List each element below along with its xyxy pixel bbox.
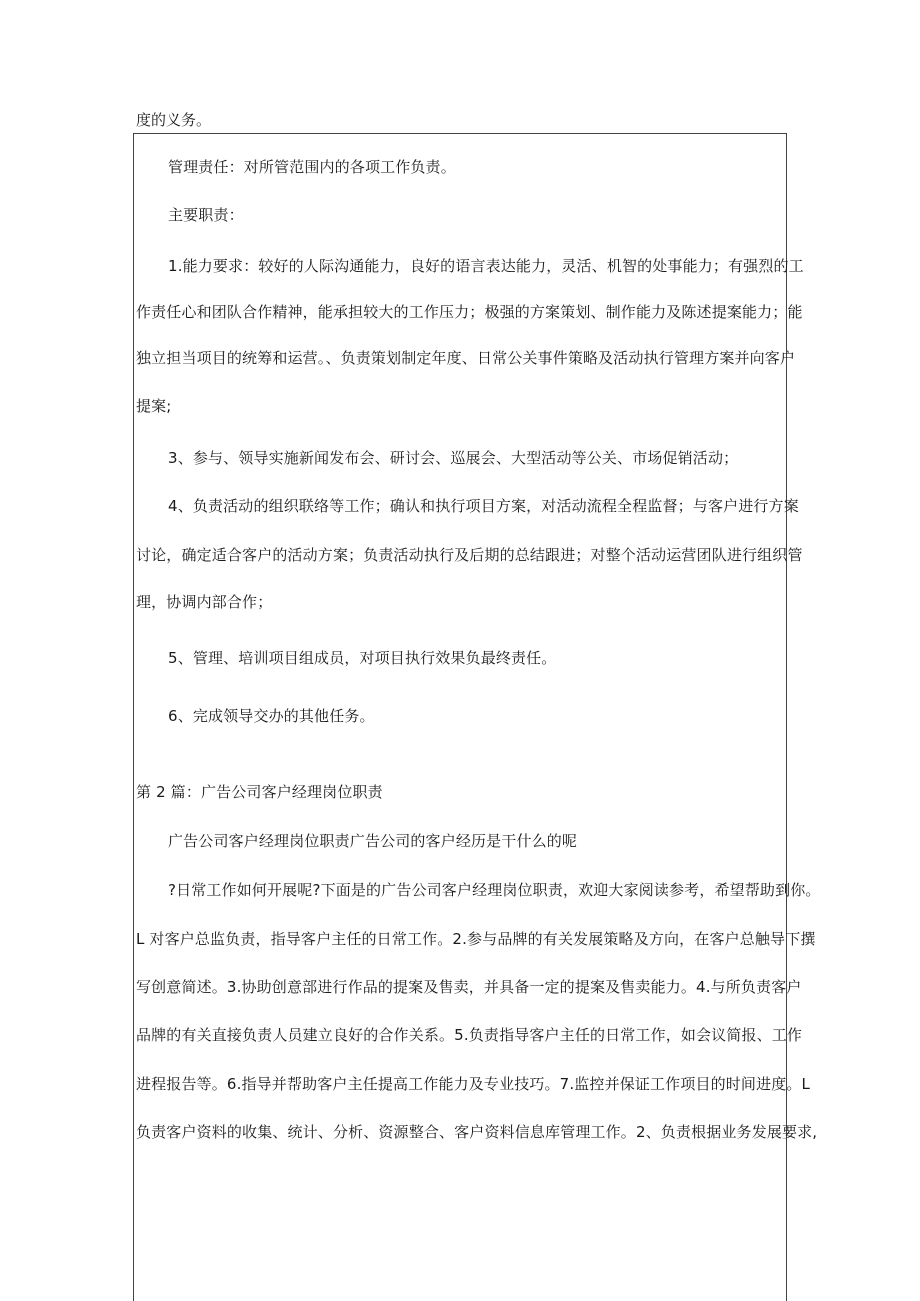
section-2-body-line-6: 负责客户资料的收集、统计、分析、资源整合、客户资料信息库管理工作。2、负责根据业务发展要求, [136,1123,818,1141]
section-2-body-line-4: 品牌的有关直接负责人员建立良好的合作关系。5.负责指导客户主任的日常工作，如会议简报、工作 [136,1026,803,1044]
section-2-subtitle: 广告公司客户经理岗位职责广告公司的客户经历是干什么的呢 [168,832,578,850]
duty-item-1-line-4: 提案; [136,397,172,415]
duty-item-5: 5、管理、培训项目组成员，对项目执行效果负最终责任。 [168,649,557,667]
lead-text: 度的义务。 [136,111,212,129]
duty-item-4-line-3: 理，协调内部合作； [136,593,273,611]
duty-item-3: 3、参与、领导实施新闻发布会、研讨会、巡展会、大型活动等公关、市场促销活动； [168,449,739,467]
section-2-title: 第 2 篇：广告公司客户经理岗位职责 [136,783,383,801]
management-responsibility: 管理责任：对所管范围内的各项工作负责。 [168,158,456,176]
section-2-body-line-1: ?日常工作如何开展呢?下面是的广告公司客户经理岗位职责，欢迎大家阅读参考，希望帮助到你。 [168,881,821,899]
duty-item-1-line-2: 作责任心和团队合作精神，能承担较大的工作压力；极强的方案策划、制作能力及陈述提案能力；能 [136,303,803,321]
section-2-body-line-2: L 对客户总监负责，指导客户主任的日常工作。2.参与品牌的有关发展策略及方向，在客户总触导下撰 [136,930,816,948]
duty-item-4-line-1: 4、负责活动的组织联络等工作；确认和执行项目方案，对活动流程全程监督；与客户进行方案 [168,497,799,515]
duty-item-1-line-3: 独立担当项目的统筹和运营。、负责策划制定年度、日常公关事件策略及活动执行管理方案并向客户 [136,349,796,367]
duty-item-4-line-2: 讨论，确定适合客户的活动方案；负责活动执行及后期的总结跟进；对整个活动运营团队进行组织管 [136,546,803,564]
duty-item-1-line-1: 1.能力要求：较好的人际沟通能力，良好的语言表达能力，灵活、机智的处事能力；有强烈的工 [168,257,804,275]
section-2-body-line-5: 进程报告等。6.指导并帮助客户主任提高工作能力及专业技巧。7.监控并保证工作项目的时间进度。L [136,1075,811,1093]
section-2-body-line-3: 写创意简述。3.协助创意部进行作品的提案及售卖，并具备一定的提案及售卖能力。4.与所负责客户 [136,978,802,996]
duty-item-6: 6、完成领导交办的其他任务。 [168,707,375,725]
duties-heading: 主要职责： [168,206,244,224]
